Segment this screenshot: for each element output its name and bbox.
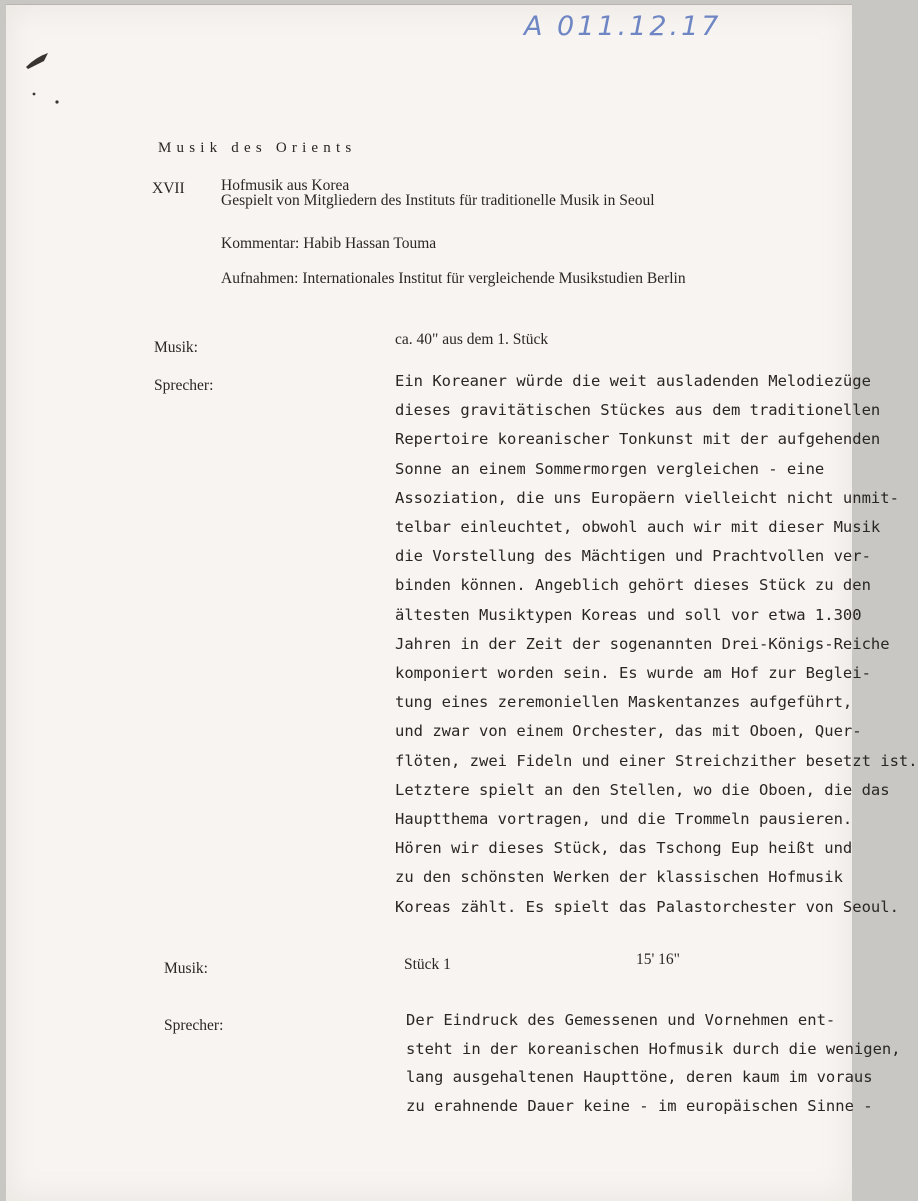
archive-number-handwritten: A 011.12.17	[524, 11, 722, 42]
program-title: Hofmusik aus Korea	[221, 177, 350, 194]
cue-music-text: ca. 40" aus dem 1. Stück	[395, 331, 549, 348]
program-performers: Gespielt von Mitgliedern des Instituts für traditionelle Musik in Seoul	[221, 192, 655, 209]
cue-music-label-2: Musik:	[164, 960, 208, 977]
series-title: Musik des Orients	[158, 140, 357, 156]
program-number: XVII	[152, 180, 185, 197]
cue-piece: Stück 1	[404, 956, 451, 973]
program-recordings: Aufnahmen: Internationales Institut für vergleichende Musikstudien Berlin	[221, 270, 686, 287]
speaker-text: Ein Koreaner würde die weit ausladenden Melodiezüge dieses gravitätischen Stückes aus dem traditionellen Repertoire koreanischer Tonkunst mit der aufgehenden Sonne an einem Sommermorgen vergleichen - eine Assoziation, die uns Europäern vielleicht nicht unmit- telbar einleuchtet, obwohl auch wir mit dieser Musik die Vorstellung des Mächtigen und Prachtvollen ver- binden können. Angeblich gehört dieses Stück zu den ältesten Musiktypen Koreas und soll vor etwa 1.300 Jahren in der Zeit der sogenannten Drei-Königs-Reiche komponiert worden sein. Es wurde am Hof zur Beglei- tung eines zeremoniellen Maskentanzes aufgeführt, und zwar von einem Orchester, das mit Oboen, Quer- flöten, zwei Fideln und einer Streichzither besetzt ist. Letztere spielt an den Stellen, wo die Oboen, die das Hauptthema vortragen, und die Trommeln pausieren. Hören wir dieses Stück, das Tschong Eup heißt und zu den schönsten Werken der klassischen Hofmusik Koreas zählt. Es spielt das Palastorchester von Seoul.	[395, 372, 918, 916]
cue-music-label: Musik:	[154, 339, 198, 356]
cue-duration: 15' 16"	[636, 951, 680, 968]
ink-smudge	[22, 45, 62, 115]
program-commentary: Kommentar: Habib Hassan Touma	[221, 235, 437, 252]
speaker-label: Sprecher:	[154, 377, 214, 394]
typescript-page	[6, 4, 918, 1201]
speaker-label-2: Sprecher:	[164, 1017, 224, 1034]
speaker-text-2: Der Eindruck des Gemessenen und Vornehmen ent- steht in der koreanischen Hofmusik durch die wenigen, lang ausgehaltenen Haupttöne, deren kaum im voraus zu erahnende Dauer keine - im europäischen Sinne -	[406, 1011, 901, 1115]
